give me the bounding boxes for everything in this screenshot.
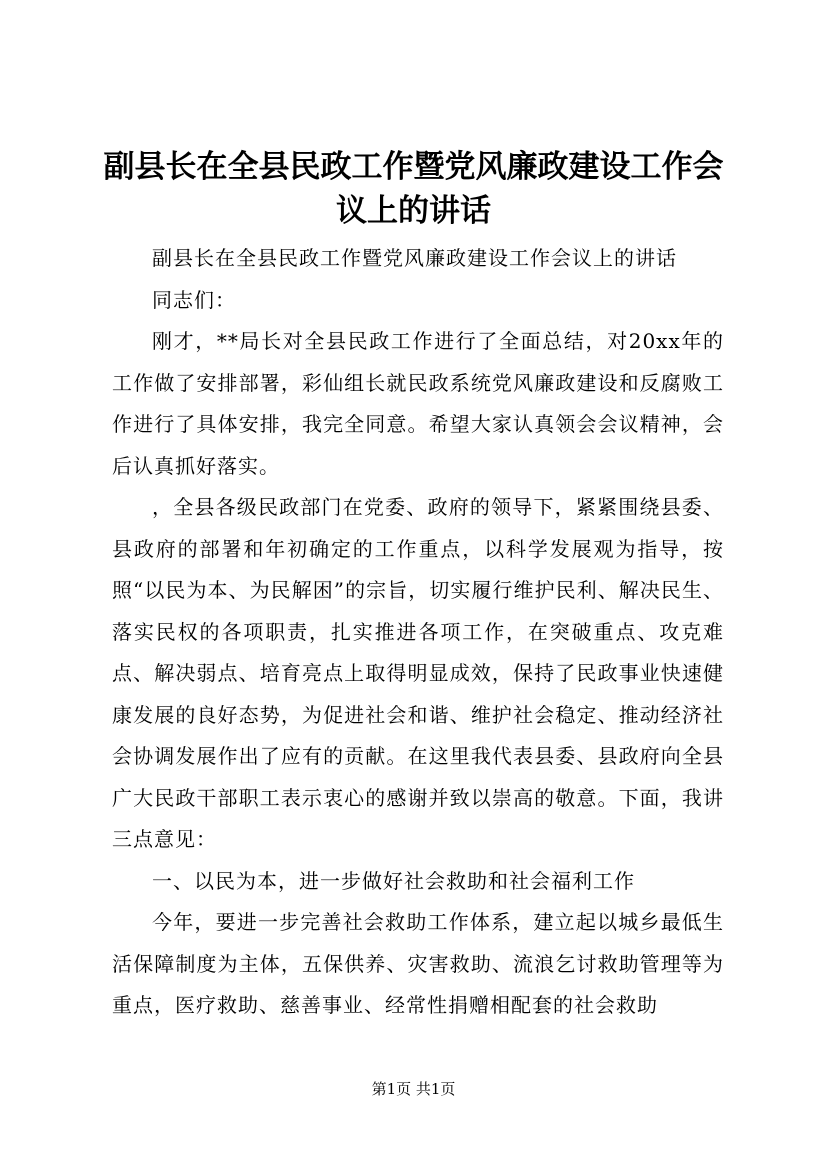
document-body — [112, 238, 724, 1027]
paragraph-opening: 刚才，**局长对全县民政工作进行了全面总结，对20xx年的工作做了安排部署，彩仙组长就民政系统党风廉政建设和反腐败工作进行了具体安排，我完全同意。希望大家认真领会会议精神，会后认真抓好落实。 — [112, 329, 724, 478]
document-title-line2: 议上的讲话 — [336, 193, 491, 229]
paragraph-section-1-body: 今年，要进一步完善社会救助工作体系，建立起以城乡最低生活保障制度为主体，五保供养、灾害救助、流浪乞讨救助管理等为重点，医疗救助、慈善事业、经常性捐赠相配套的社会救助 — [112, 910, 724, 1017]
document-title-line1: 副县长在全县民政工作暨党风廉政建设工作会 — [103, 149, 724, 185]
paragraph-achievements: ，全县各级民政部门在党委、政府的领导下，紧紧围绕县委、县政府的部署和年初确定的工作重点，以科学发展观为指导，按照“以民为本、为民解困”的宗旨，切实履行维护民利、解决民生、落实民权的各项职责，扎实推进各项工作，在突破重点、攻克难点、解决弱点、培育亮点上取得明显成效，保持了民政事业快速健康发展的良好态势，为促进社会和谐、维护社会稳定、推动经济社会协调发展作出了应有的贡献。在这里我代表县委、县政府向全县广大民政干部职工表示衷心的感谢并致以崇高的敬意。下面，我讲三点意见： — [112, 495, 724, 851]
paragraph-salutation: 同志们： — [152, 287, 236, 312]
paragraph-subtitle: 副县长在全县民政工作暨党风廉政建设工作会议上的讲话 — [152, 246, 677, 270]
page-footer: 第1页 共1页 — [371, 1080, 456, 1098]
paragraph-section-heading-1: 一、以民为本，进一步做好社会救助和社会福利工作 — [152, 868, 635, 893]
